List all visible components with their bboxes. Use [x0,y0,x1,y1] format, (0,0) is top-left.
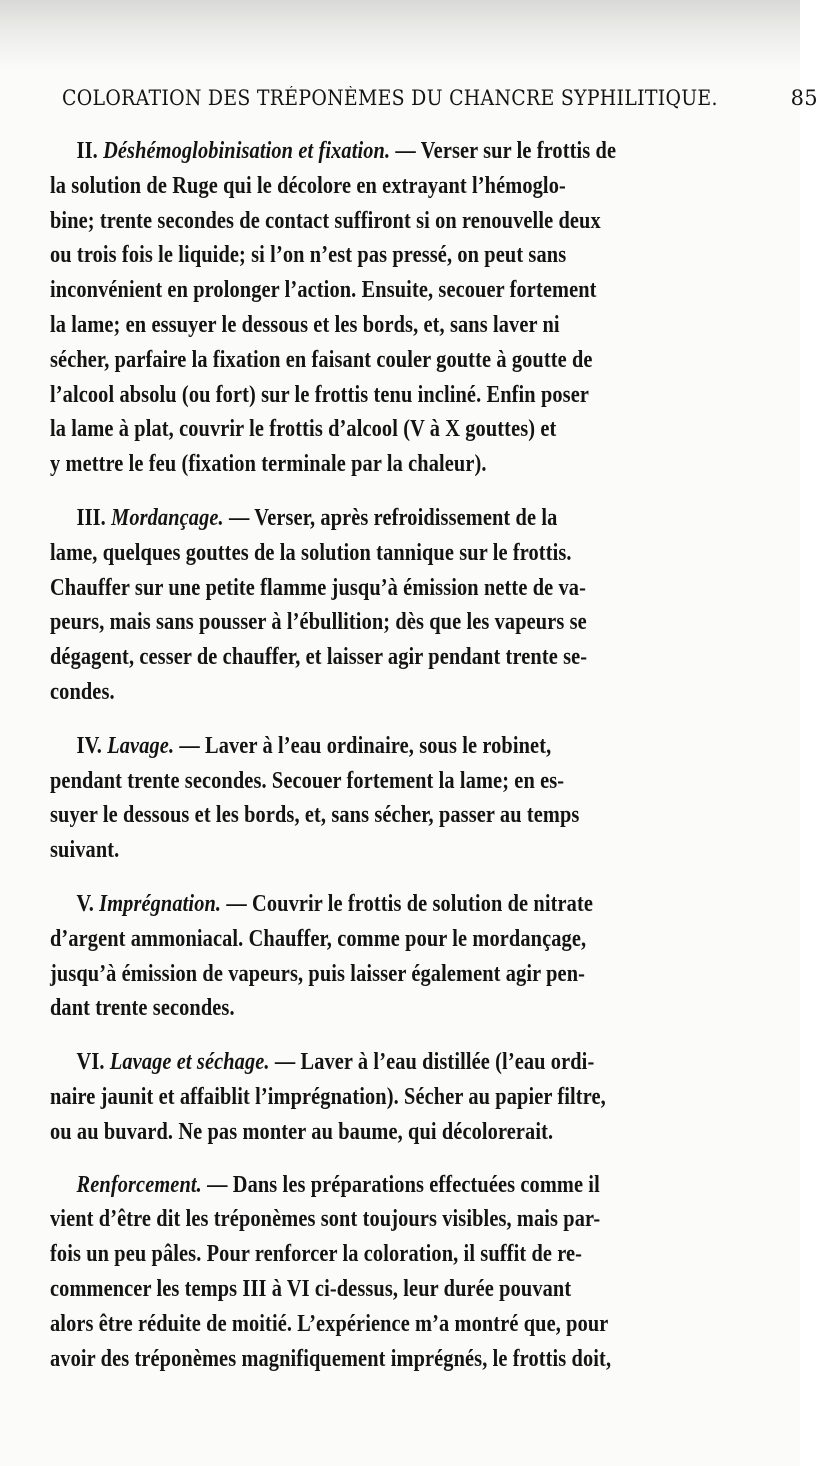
section-number-iv: IV. [76,731,103,759]
paragraph-gap [50,1026,790,1045]
paragraph-renforcement-line-1 [50,1168,664,1203]
section-heading-iv: Lavage. [107,731,175,759]
section-iv-text-line: pendant trente secondes. Secouer fortement la lame; en es- [50,766,565,794]
section-ii-text-line: y mettre le feu (fixation terminale par la chaleur). [50,450,487,478]
section-iii-text-line: dégagent, cesser de chauffer, et laisser agir pendant trente se- [50,643,588,671]
section-number-ii: II. [76,137,98,164]
section-iii-text-line: Chauffer sur une petite flamme jusqu’à émission nette de va- [50,573,586,601]
section-ii-text-line: bine; trente secondes de contact suffiront si on renouvelle deux [50,206,601,234]
section-renforcement-text-line: fois un peu pâles. Pour renforcer la coloration, il suffit de re- [50,1240,583,1268]
running-head-title: COLORATION DES TRÉPONÈMES DU CHANCRE SYPHILITIQUE. [62,86,718,110]
section-ii-text-line: l’alcool absolu (ou fort) sur le frottis tenu incliné. Enfin poser [50,380,590,408]
paragraph-v-line-1 [50,887,664,922]
section-renforcement-text-line: alors être réduite de moitié. L’expérience m’a montré que, pour [50,1309,609,1337]
section-iii-text-line: peurs, mais sans pousser à l’ébullition; dès que les vapeurs se [50,608,587,636]
paragraph-iii-line-1 [50,501,664,536]
section-number-vi: VI. [76,1048,105,1076]
section-ii-text-line: la lame à plat, couvrir le frottis d’alcool (V à X gouttes) et [50,415,557,443]
page-number: 85 [790,86,818,110]
section-v-text-line: dant trente secondes. [50,994,235,1022]
section-v-text-line: d’argent ammoniacal. Chauffer, comme pour le mordançage, [50,924,587,952]
paragraph-gap [50,1150,790,1168]
section-iii-text-line: lame, quelques gouttes de la solution tannique sur le frottis. [50,538,572,566]
section-renforcement-text-line: vient d’être dit les tréponèmes sont toujours visibles, mais par- [50,1205,601,1233]
paragraph-iv-line-1 [50,729,664,764]
paragraph-gap [50,868,790,887]
section-ii-text-line: la lame; en essuyer le dessous et les bords, et, sans laver ni [50,310,560,338]
section-number-v: V. [76,889,94,917]
section-iv-text-line: suyer le dessous et les bords, et, sans sécher, passer au temps [50,801,580,829]
section-vi-text-line: naire jaunit et affaiblit l’imprégnation). Sécher au papier filtre, [50,1082,606,1110]
paragraph-gap [50,482,790,501]
section-ii-text-line: la solution de Ruge qui le décolore en extrayant l’hémoglo- [50,171,566,199]
section-iv-text-line: suivant. [50,836,120,864]
section-iii-text-line: — Verser, après refroidissement de la [228,503,558,531]
section-renforcement-text-line: — Dans les préparations effectuées comme il [207,1170,600,1198]
section-ii-text-line: inconvénient en prolonger l’action. Ensuite, secouer fortement [50,276,597,304]
paragraph-gap [50,710,790,729]
section-ii-text-line: sécher, parfaire la fixation en faisant couler goutte à goutte de [50,345,593,373]
section-number-iii: III. [76,503,106,531]
section-iv-text-line: — Laver à l’eau ordinaire, sous le robinet, [179,731,552,759]
page-top-stain [0,0,800,70]
section-heading-v: Imprégnation. [99,889,222,917]
section-v-text-line: — Couvrir le frottis de solution de nitrate [226,889,594,917]
section-renforcement-text-line: avoir des tréponèmes magnifiquement imprégnés, le frottis doit, [50,1344,612,1372]
section-v-text-line: jusqu’à émission de vapeurs, puis laisser également agir pen- [50,959,586,987]
section-heading-vi: Lavage et séchage. [109,1048,270,1076]
paragraph-ii-line-1 [50,134,664,169]
section-ii-text-line: — Verser sur le frottis de [395,137,617,164]
body-text [50,134,790,1376]
section-vi-text-line: ou au buvard. Ne pas monter au baume, qui décolorerait. [50,1117,554,1145]
section-heading-renforcement: Renforcement. [76,1170,202,1198]
section-heading-iii: Mordançage. [111,503,224,531]
paragraph-vi-line-1 [50,1045,664,1080]
section-renforcement-text-line: commencer les temps III à VI ci-dessus, leur durée pouvant [50,1274,572,1302]
section-vi-text-line: — Laver à l’eau distillée (l’eau ordi- [274,1048,595,1076]
running-head [62,86,818,126]
section-heading-ii: Déshémoglobinisation et fixation. [103,137,391,164]
section-ii-text-line: ou trois fois le liquide; si l’on n’est pas pressé, on peut sans [50,241,567,269]
section-iii-text-line: condes. [50,677,115,705]
